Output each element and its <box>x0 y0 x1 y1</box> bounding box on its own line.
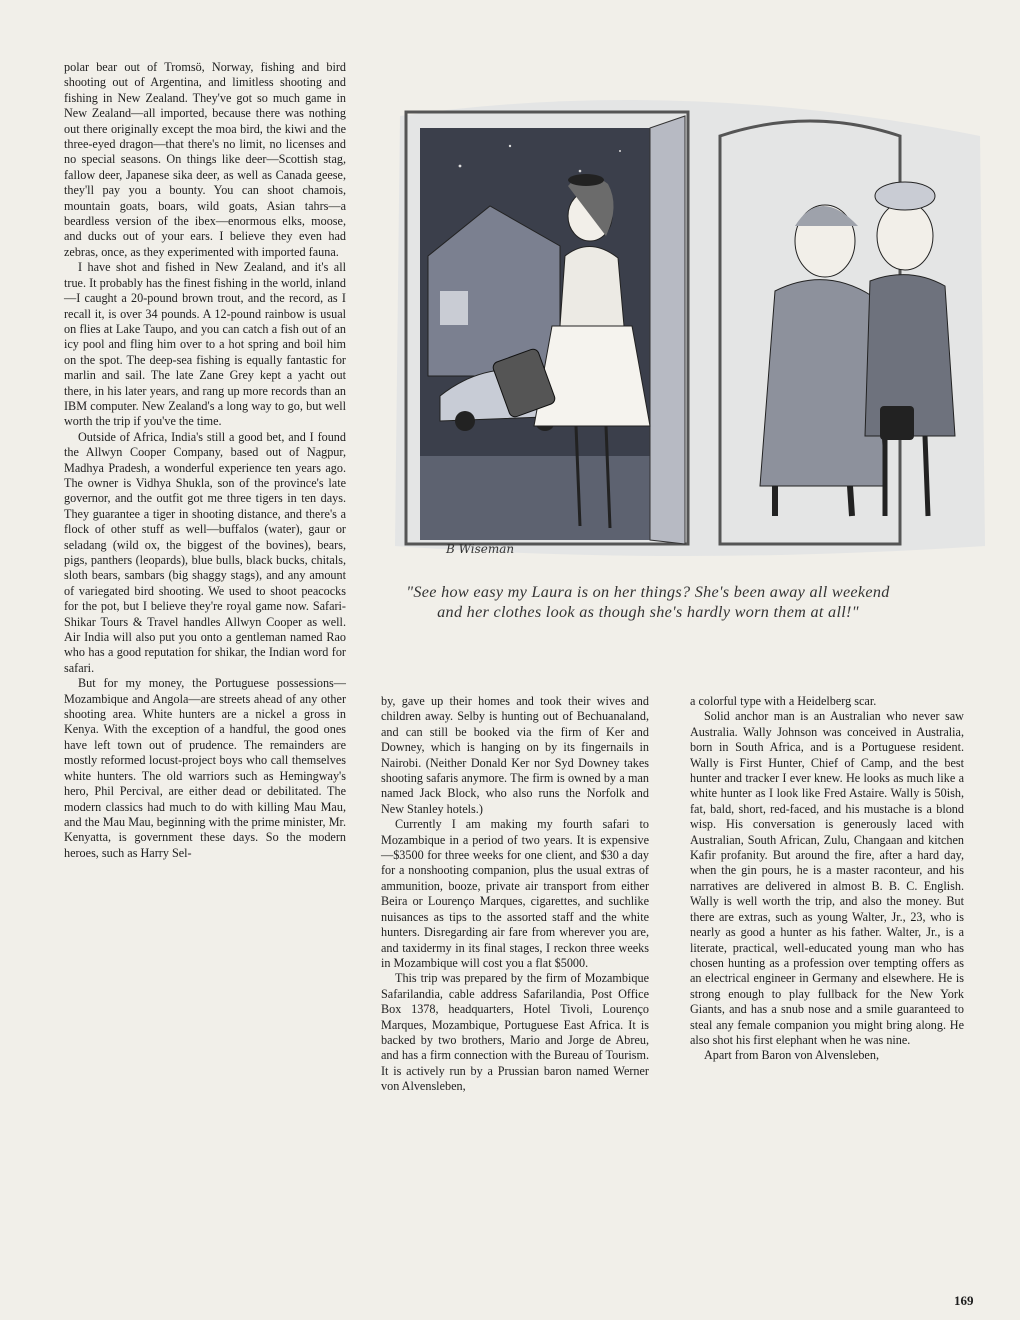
paragraph: Currently I am making my fourth safari to Mozambique in a period of two years. It is expensive—$3500 for three weeks for one client, and $30 a day for a nonshooting companion, plus the usual extras of ammunition, booze, private air transport from either Beira or Lourenço Marques, cigarettes, and suchlike nuisances as tips to the assorted staff and the white hunters. Disregarding air fare from wherever you are, and taxidermy in its final stages, I reckon three weeks in Mozambique will cost you a flat $5000. <box>381 817 649 970</box>
cartoon-caption: "See how easy my Laura is on her things? She's been away all weekend and her clothes look as though she's hardly worn them at all!" <box>406 583 890 621</box>
paragraph: Solid anchor man is an Australian who never saw Australia. Wally Johnson was conceived in Australia, born in South Africa, and is a Portuguese resident. Wally is First Hunter, Chief of Camp, and the best hunter and tracker I ever knew. He looks as much like a white hunter as I look like Fred Astaire. Wally is 50ish, fat, bald, short, red-faced, and his mustache is a blond wisp. His conversation is generously laced with Australian, South African, Zulu, Changaan and kitchen Kafir profanity. But around the fire, after a hard day, when the gin pours, he is a master raconteur, and his narratives are delivered in almost B. B. C. English. Wally is well worth the trip, and also the money. But there are extras, such as young Walter, Jr., 23, who is nearly as good a hunter as his father. Walter, Jr., is a literate, practical, well-educated young man who has chosen hunting as a profession over tempting offers as an electrical engineer in Germany and elsewhere. He is strong enough to play fullback for the New York Giants, and has a snub nose and a smile guaranteed to steal any female companion you might bring along. He also shot his first elephant when he was nine. <box>690 709 964 1047</box>
paragraph: by, gave up their homes and took their wives and children away. Selby is hunting out of Bechuanaland, and can still be booked via the firm of Ker and Downey, which is hanging on by its fingernails in Nairobi. (Neither Donald Ker nor Syd Downey takes shooting safaris anymore. The firm is owned by a man named Jack Block, who also runs the Norfolk and New Stanley hotels.) <box>381 694 649 816</box>
paragraph: polar bear out of Tromsö, Norway, fishing and bird shooting out of Argentina, and limitless shooting and fishing in New Zealand. They've got so much game in New Zealand—all imported, because there was nothing out there originally except the moa bird, the kiwi and the three-eyed dragon—that there's no limit, no licenses and no special seasons. On things like deer—Scottish stag, fallow deer, Japanese sika deer, as well as Canada geese, they'll pay you a bounty. You can shoot chamois, mountain goats, boars, wild goats, Asian tahrs—a beardless version of the ibex—enormous elks, moose, and ducks out of your ears. I believe they even had zebras, once, as they experimented with imported fauna. <box>64 60 346 259</box>
paragraph: a colorful type with a Heidelberg scar. <box>690 694 877 708</box>
cartoon-illustration <box>380 76 992 576</box>
paragraph: But for my money, the Portuguese possessions—Mozambique and Angola—are streets ahead of any other shooting area. White hunters are a nickel a gross in Kenya. With the exception of a handful, the good ones have left town out of prudence. The remainders are mostly reformed locust-project boys who call themselves white hunters. The old warriors such as Hemingway's hero, Phil Percival, are either dead or debilitated. The modern classics had much to do with killing Mau Mau, and the Mau Mau, beginning with the prime minister, Mr. Kenyatta, is government these days. So the modern heroes, such as Harry Sel- <box>64 676 346 860</box>
cartoonist-signature: B Wiseman <box>446 542 515 556</box>
paragraph: Apart from Baron von Alvensleben, <box>704 1048 879 1063</box>
paragraph: I have shot and fished in New Zealand, and it's all true. It probably has the finest fishing in the world, inland—I caught a 20-pound brown trout, and the record, as I recall it, is over 34 pounds. A 12-pound rainbow is usual on flies at Lake Taupo, and you can catch a fish out of an icy pool and fling him over to a hot spring and boil him on the spot. The deep-sea fishing is equally fantastic for marlin and sail. The late Zane Grey kept a yacht out there, in his later years, and rang up more records than an IBM computer. New Zealand's a long way to go, but well worth the trip if you've the time. <box>64 260 346 429</box>
text-column-middle <box>381 694 649 1095</box>
paragraph: This trip was prepared by the firm of Mozambique Safarilandia, cable address Safarilandia, Post Office Box 1378, headquarters, Hotel Tivoli, Lourenço Marques, Mozambique, Portuguese East Africa. It is backed by two brothers, Mario and Jorge de Abreu, and has a firm connection with the Bureau of Tourism. It is actively run by a Prussian baron named Werner von Alvensleben, <box>381 971 649 1094</box>
text-column-right <box>690 694 964 1064</box>
text-column-left <box>64 60 346 861</box>
paragraph: Outside of Africa, India's still a good bet, and I found the Allwyn Cooper Company, based out of Nagpur, Madhya Pradesh, a wonderful experience ten years ago. The owner is Vidhya Shukla, son of the province's late governor, and the outfit got me three tigers in ten days. They guarantee a tiger in shooting distance, and there's a flock of other stuff as well—buffalos (water), gaur or seladang (wild ox, the biggest of the bovines), bears, pigs, panthers (leopards), blue bulls, black bucks, chitals, sloth bears, sambars (big shaggy stags), and any amount of variegated bird shooting. We used to shoot peacocks for the pot, but I believe they're royal game now. Safari-Shikar Tours & Travel handles Allwyn Cooper as well. Air India will also put you onto a gentleman named Rao who has a good reputation for shikar, the Indian word for safari. <box>64 429 346 675</box>
page-number: 169 <box>954 1293 974 1308</box>
